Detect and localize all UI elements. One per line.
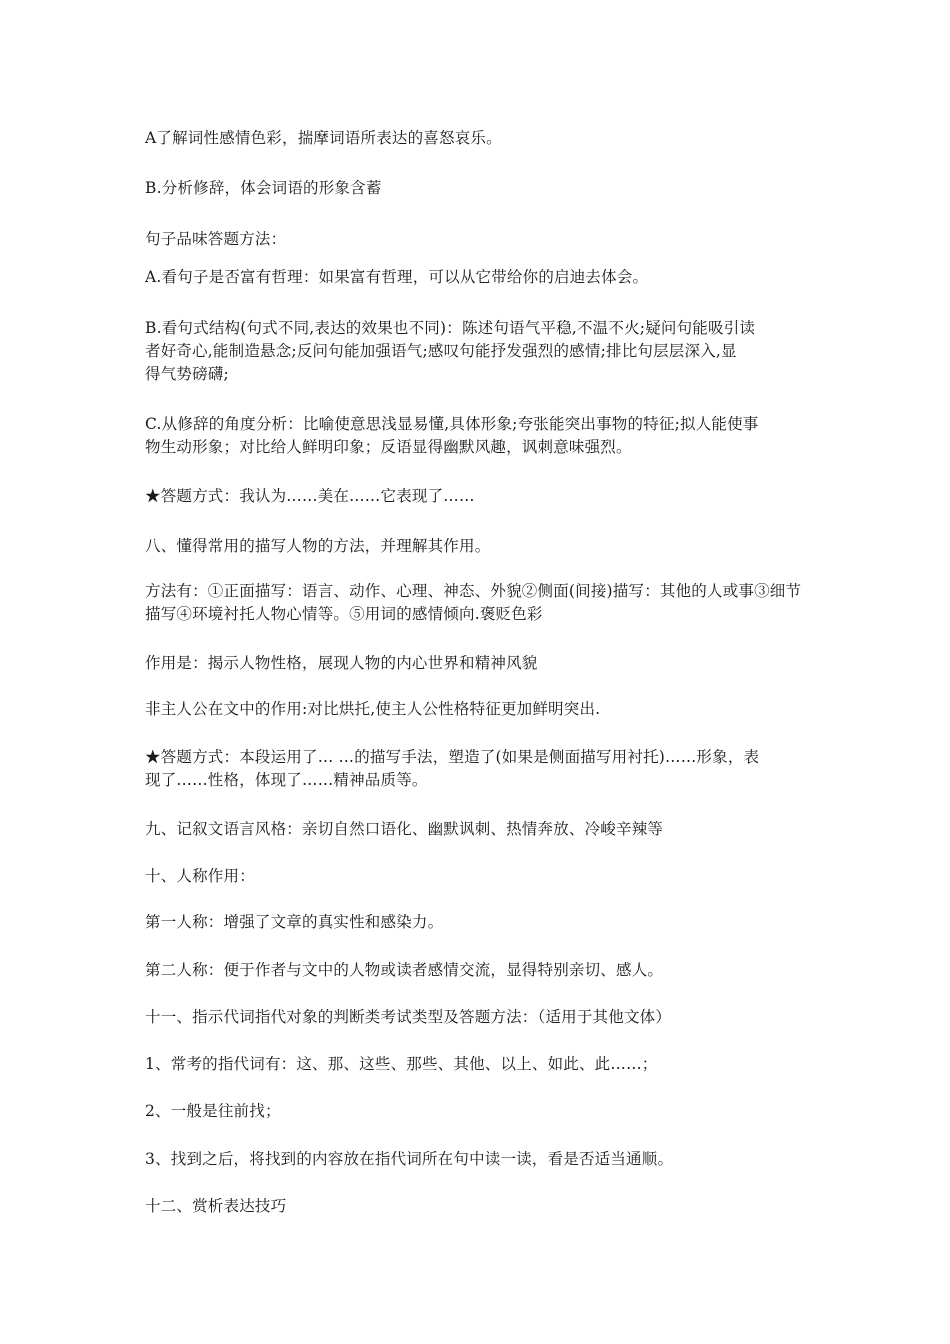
text-line: ★答题方式：本段运用了… …的描写手法，塑造了(如果是侧面描写用衬托)……形象，表 — [145, 748, 760, 766]
text-line: 得气势磅礴; — [145, 365, 229, 383]
heading-section-11 — [145, 1006, 813, 1029]
text-line: ★答题方式：我认为……美在……它表现了…… — [145, 487, 475, 505]
list-item-1 — [145, 1053, 813, 1076]
paragraph-rhetoric-angle — [145, 413, 813, 459]
paragraph-word-emotion — [145, 127, 813, 150]
text-line: A了解词性感情色彩，揣摩词语所表达的喜怒哀乐。 — [145, 129, 502, 147]
paragraph-first-person — [145, 911, 813, 934]
text-line: 第一人称：增强了文章的真实性和感染力。 — [145, 913, 444, 931]
list-item-3 — [145, 1148, 813, 1171]
answer-format-1 — [145, 485, 813, 508]
text-line: 九、记叙文语言风格：亲切自然口语化、幽默讽刺、热情奔放、冷峻辛辣等 — [145, 820, 664, 838]
text-line: 句子品味答题方法： — [145, 230, 287, 248]
paragraph-second-person — [145, 959, 813, 982]
paragraph-philosophy — [145, 266, 813, 289]
text-line: 十二、赏析表达技巧 — [145, 1197, 287, 1215]
heading-sentence-method — [145, 228, 813, 251]
text-line: 3、找到之后，将找到的内容放在指代词所在句中读一读，看是否适当通顺。 — [145, 1150, 674, 1168]
text-line: 现了……性格，体现了……精神品质等。 — [145, 771, 428, 789]
paragraph-methods — [145, 580, 813, 626]
text-line: B.看句式结构(句式不同,表达的效果也不同)：陈述句语气平稳,不温不火;疑问句能吸引读 — [145, 319, 756, 337]
text-line: A.看句子是否富有哲理：如果富有哲理，可以从它带给你的启迪去体会。 — [145, 268, 649, 286]
paragraph-rhetoric-analysis — [145, 177, 813, 200]
heading-section-9 — [145, 818, 813, 841]
text-line: 物生动形象；对比给人鲜明印象；反语显得幽默风趣，讽刺意味强烈。 — [145, 438, 632, 456]
paragraph-sentence-structure — [145, 317, 813, 386]
text-line: 十、人称作用： — [145, 867, 255, 885]
answer-format-2 — [145, 746, 813, 792]
text-line: 八、懂得常用的描写人物的方法，并理解其作用。 — [145, 537, 491, 555]
text-line: 者好奇心,能制造悬念;反问句能加强语气;感叹句能抒发强烈的感情;排比句层层深入,显 — [145, 342, 737, 360]
text-line: 描写④环境衬托人物心情等。⑤用词的感情倾向.褒贬色彩 — [145, 605, 543, 623]
text-line: 第二人称：便于作者与文中的人物或读者感情交流，显得特别亲切、感人。 — [145, 961, 664, 979]
heading-section-10 — [145, 865, 813, 888]
paragraph-non-protagonist — [145, 698, 813, 721]
heading-section-8 — [145, 535, 813, 558]
text-line: 2、一般是往前找； — [145, 1102, 281, 1120]
text-line: 非主人公在文中的作用:对比烘托,使主人公性格特征更加鲜明突出. — [145, 700, 601, 718]
heading-section-12 — [145, 1195, 813, 1218]
text-line: 作用是：揭示人物性格，展现人物的内心世界和精神风貌 — [145, 654, 538, 672]
list-item-2 — [145, 1100, 813, 1123]
text-line: 十一、指示代词指代对象的判断类考试类型及答题方法：（适用于其他文体） — [145, 1008, 672, 1026]
text-line: C.从修辞的角度分析：比喻使意思浅显易懂,具体形象;夸张能突出事物的特征;拟人能使事 — [145, 415, 759, 433]
text-line: 1、常考的指代词有：这、那、这些、那些、其他、以上、如此、此……； — [145, 1055, 658, 1073]
paragraph-function — [145, 652, 813, 675]
text-line: B.分析修辞，体会词语的形象含蓄 — [145, 179, 382, 197]
text-line: 方法有：①正面描写：语言、动作、心理、神态、外貌②侧面(间接)描写：其他的人或事③细节 — [145, 582, 802, 600]
